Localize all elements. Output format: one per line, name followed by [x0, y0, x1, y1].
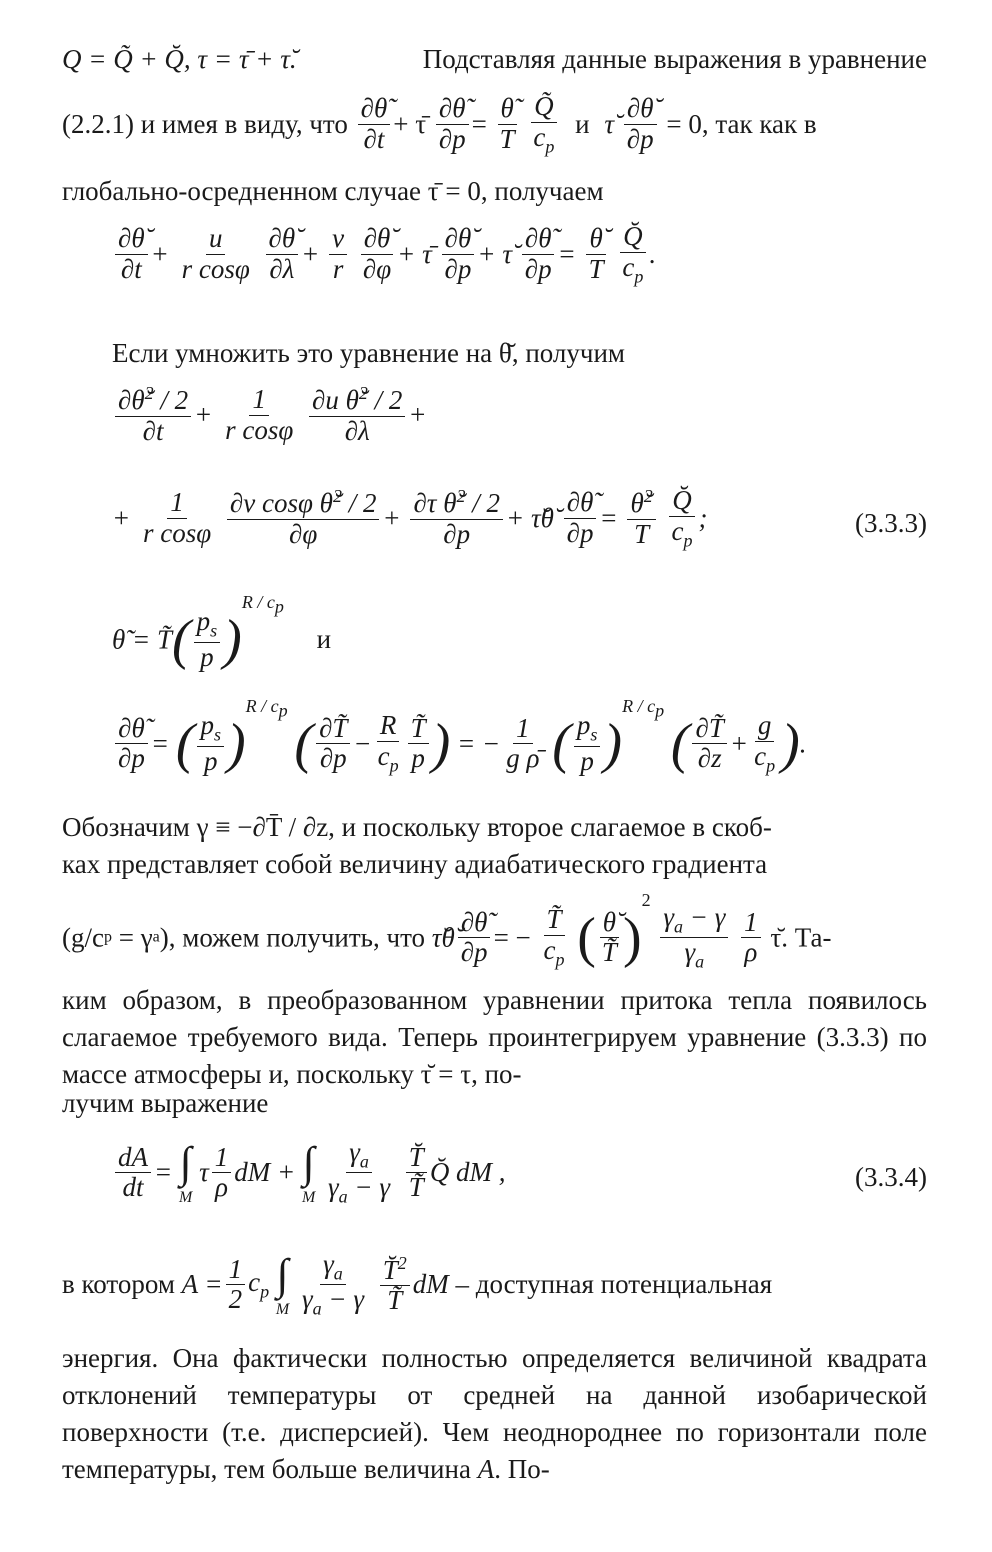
equation-theta-derivative: $\frac{\partial\thetã}{\partial p}$ = ( $\frac{p_s}{p}$ )$^{R / c_p}$ ( $\frac{\partial T̃}{\partial p}$ − $\frac{R}{c_p}$ $\frac{T̃}{p}$ ) = − $\frac{1}{\text{g ρ̄}}$ ( $\frac{p_s}{p}$ )$^{R / c_p}$ ( $\frac{\partial T̃}{\partial z}$ + $\frac{g}{c_p}$ ). [112, 696, 806, 786]
text-since: = 0, так как в [666, 108, 817, 139]
formula-fraction: $\frac{\partial\thetă}{\partial p}$ [624, 94, 657, 154]
symbol-A: A [477, 1454, 495, 1484]
decomposition-formula: Q = Q̃ + Q̆, τ = τ̄ + τ̆. [62, 44, 297, 74]
text-and: и [575, 108, 590, 139]
formula-fraction: $\frac{\partial\thetã}{\partial t}$ [358, 94, 391, 154]
text-expression [62, 1088, 268, 1119]
text-available-potential: – доступная потенциальная [455, 1269, 773, 1300]
text-and-2: и [316, 624, 332, 655]
text-denote-3: (g/cp = γa), можем получить, что τ̆θ̆ $\frac{\partial\thetã}{\partial p}$ = − $\frac{T̃}{c_p}$ ( $\frac{\thetă}{T̃}$ )$^2$ $\frac{\gamma_a - \gamma}{\gamma_a}$ $\frac{1}{\rho}$ τ̆. Та- [62, 890, 832, 972]
text-expression-content: лучим выражение [62, 1088, 269, 1118]
text-in-which-label: в котором [62, 1269, 175, 1300]
text-having-in-view: (2.2.1) и имея в виду, что [62, 108, 348, 139]
equation-3-3-3-line-2: + $\frac{1}{\text{r cosφ}}$ $\frac{\partial v \cos\varphi \thetă^2 / 2}{\partial\varphi}$ + $\frac{\partial\tau \thetă^2 / 2}{\partial p}$ + τ̆θ̆ $\frac{\partial\thetã}{\partial p}$ = $\frac{\thetă^2}{T}$ $\frac{Q̆}{c_p}$ ; (3.3.3) [112, 485, 927, 551]
equation-1: $\frac{\partial\thetă}{\partial t}$ + $\frac{u}{\text{r cosφ}}$ $\frac{\partial\thetă}{\partial\lambda}$ + $\frac{v}{r}$ $\frac{\partial\thetă}{\partial\varphi}$ + τ̄ $\frac{\partial\thetă}{\partial p}$ + τ̆ $\frac{\partial\thetã}{\partial p}$ = $\frac{\thetă}{T}$ $\frac{Q̆}{c_p}$ . [112, 222, 656, 306]
text-line-2: (2.2.1) и имея в виду, что $\frac{\partial\thetã}{\partial t}$ + τ̄ $\frac{\partial\thetã}{\partial p}$ = $\frac{\thetã}{T}$ $\frac{Q̃}{c_p}$ и τ̆ $\frac{\partial\thetă}{\partial p}$ = 0, так как в [62, 91, 817, 157]
text-can-obtain: ), можем получить, что [159, 922, 426, 953]
text-denote-line-1: Обозначим γ ≡ −∂T̄ / ∂z, и поскольку второе слагаемое в скоб- [62, 812, 772, 842]
text-line-1 [62, 44, 927, 75]
text-denote [62, 812, 772, 843]
text-gamma-a: = γ [111, 922, 153, 953]
text-global-average: глобально-осредненном случае τ̄ = 0, получаем [62, 176, 604, 206]
equation-number-3-3-4: (3.3.4) [855, 1162, 927, 1192]
text-substituting: Подставляя данные выражения в уравнение [422, 44, 927, 74]
text-thus: τ̆. Та- [770, 922, 832, 953]
text-line-3 [62, 176, 604, 207]
text-g-over-cp: (g/c [62, 922, 104, 953]
text-multiply-content: Если умножить это уравнение на θ̆, получим [112, 338, 625, 368]
paragraph-energy-text: энергия. Она фактически полностью определяется величиной квадрата отклонений температуры от средней на данной изобарической поверхности (т.е. дисперсией). Чем неоднороднее по горизонтали поле температуры, тем больше величина [62, 1343, 927, 1484]
formula-fraction: $\frac{\partial\thetã}{\partial p}$ [436, 94, 469, 154]
paragraph-transformed [62, 982, 927, 1093]
paragraph-transformed-text: ким образом, в преобразованном уравнении притока тепла появилось слагаемое требуемого вида. Теперь проинтегрируем уравнение (3.3.3) по массе атмосферы и, поскольку τ̆ = τ, по- [62, 985, 927, 1089]
text-denote-2 [62, 849, 767, 880]
paragraph-energy [62, 1340, 927, 1488]
formula-fraction: $\frac{\thetã}{T}$ [497, 94, 518, 154]
equation-3-3-3-line-1: $\frac{\partial\thetă^2 / 2}{\partial t}$ + $\frac{1}{\text{r cosφ}}$ $\frac{\partial u \thetă^2 / 2}{\partial\lambda}$ + [112, 384, 427, 468]
text-denote-line-2: ках представляет собой величину адиабатического градиента [62, 849, 768, 879]
text-in-which: в котором A = $\frac{1}{2}$ $c_p$ ∫ M $\frac{\gamma_a}{\gamma_a - \gamma}$ $\frac{T̆^2}{T̃}$ dM – доступная потенциальная [62, 1249, 773, 1319]
equation-theta-definition: θ̃ = T̃( $\frac{p_s}{p}$ )$^{R / c_p}$ и [112, 592, 332, 672]
formula-fraction: $\frac{Q̃}{c_p}$ [530, 92, 557, 157]
equation-3-3-4: $\frac{dA}{dt}$ = ∫ M τ $\frac{1}{\rho}$ dM + ∫ M $\frac{\gamma_a}{\gamma_a - \gamma}$ $\frac{T̆}{T̃}$ Q̆ dM , (3.3.4) [112, 1138, 927, 1238]
text-multiply [112, 338, 625, 369]
equation-number-3-3-3: (3.3.3) [855, 508, 927, 538]
text-end: . По- [494, 1454, 550, 1484]
